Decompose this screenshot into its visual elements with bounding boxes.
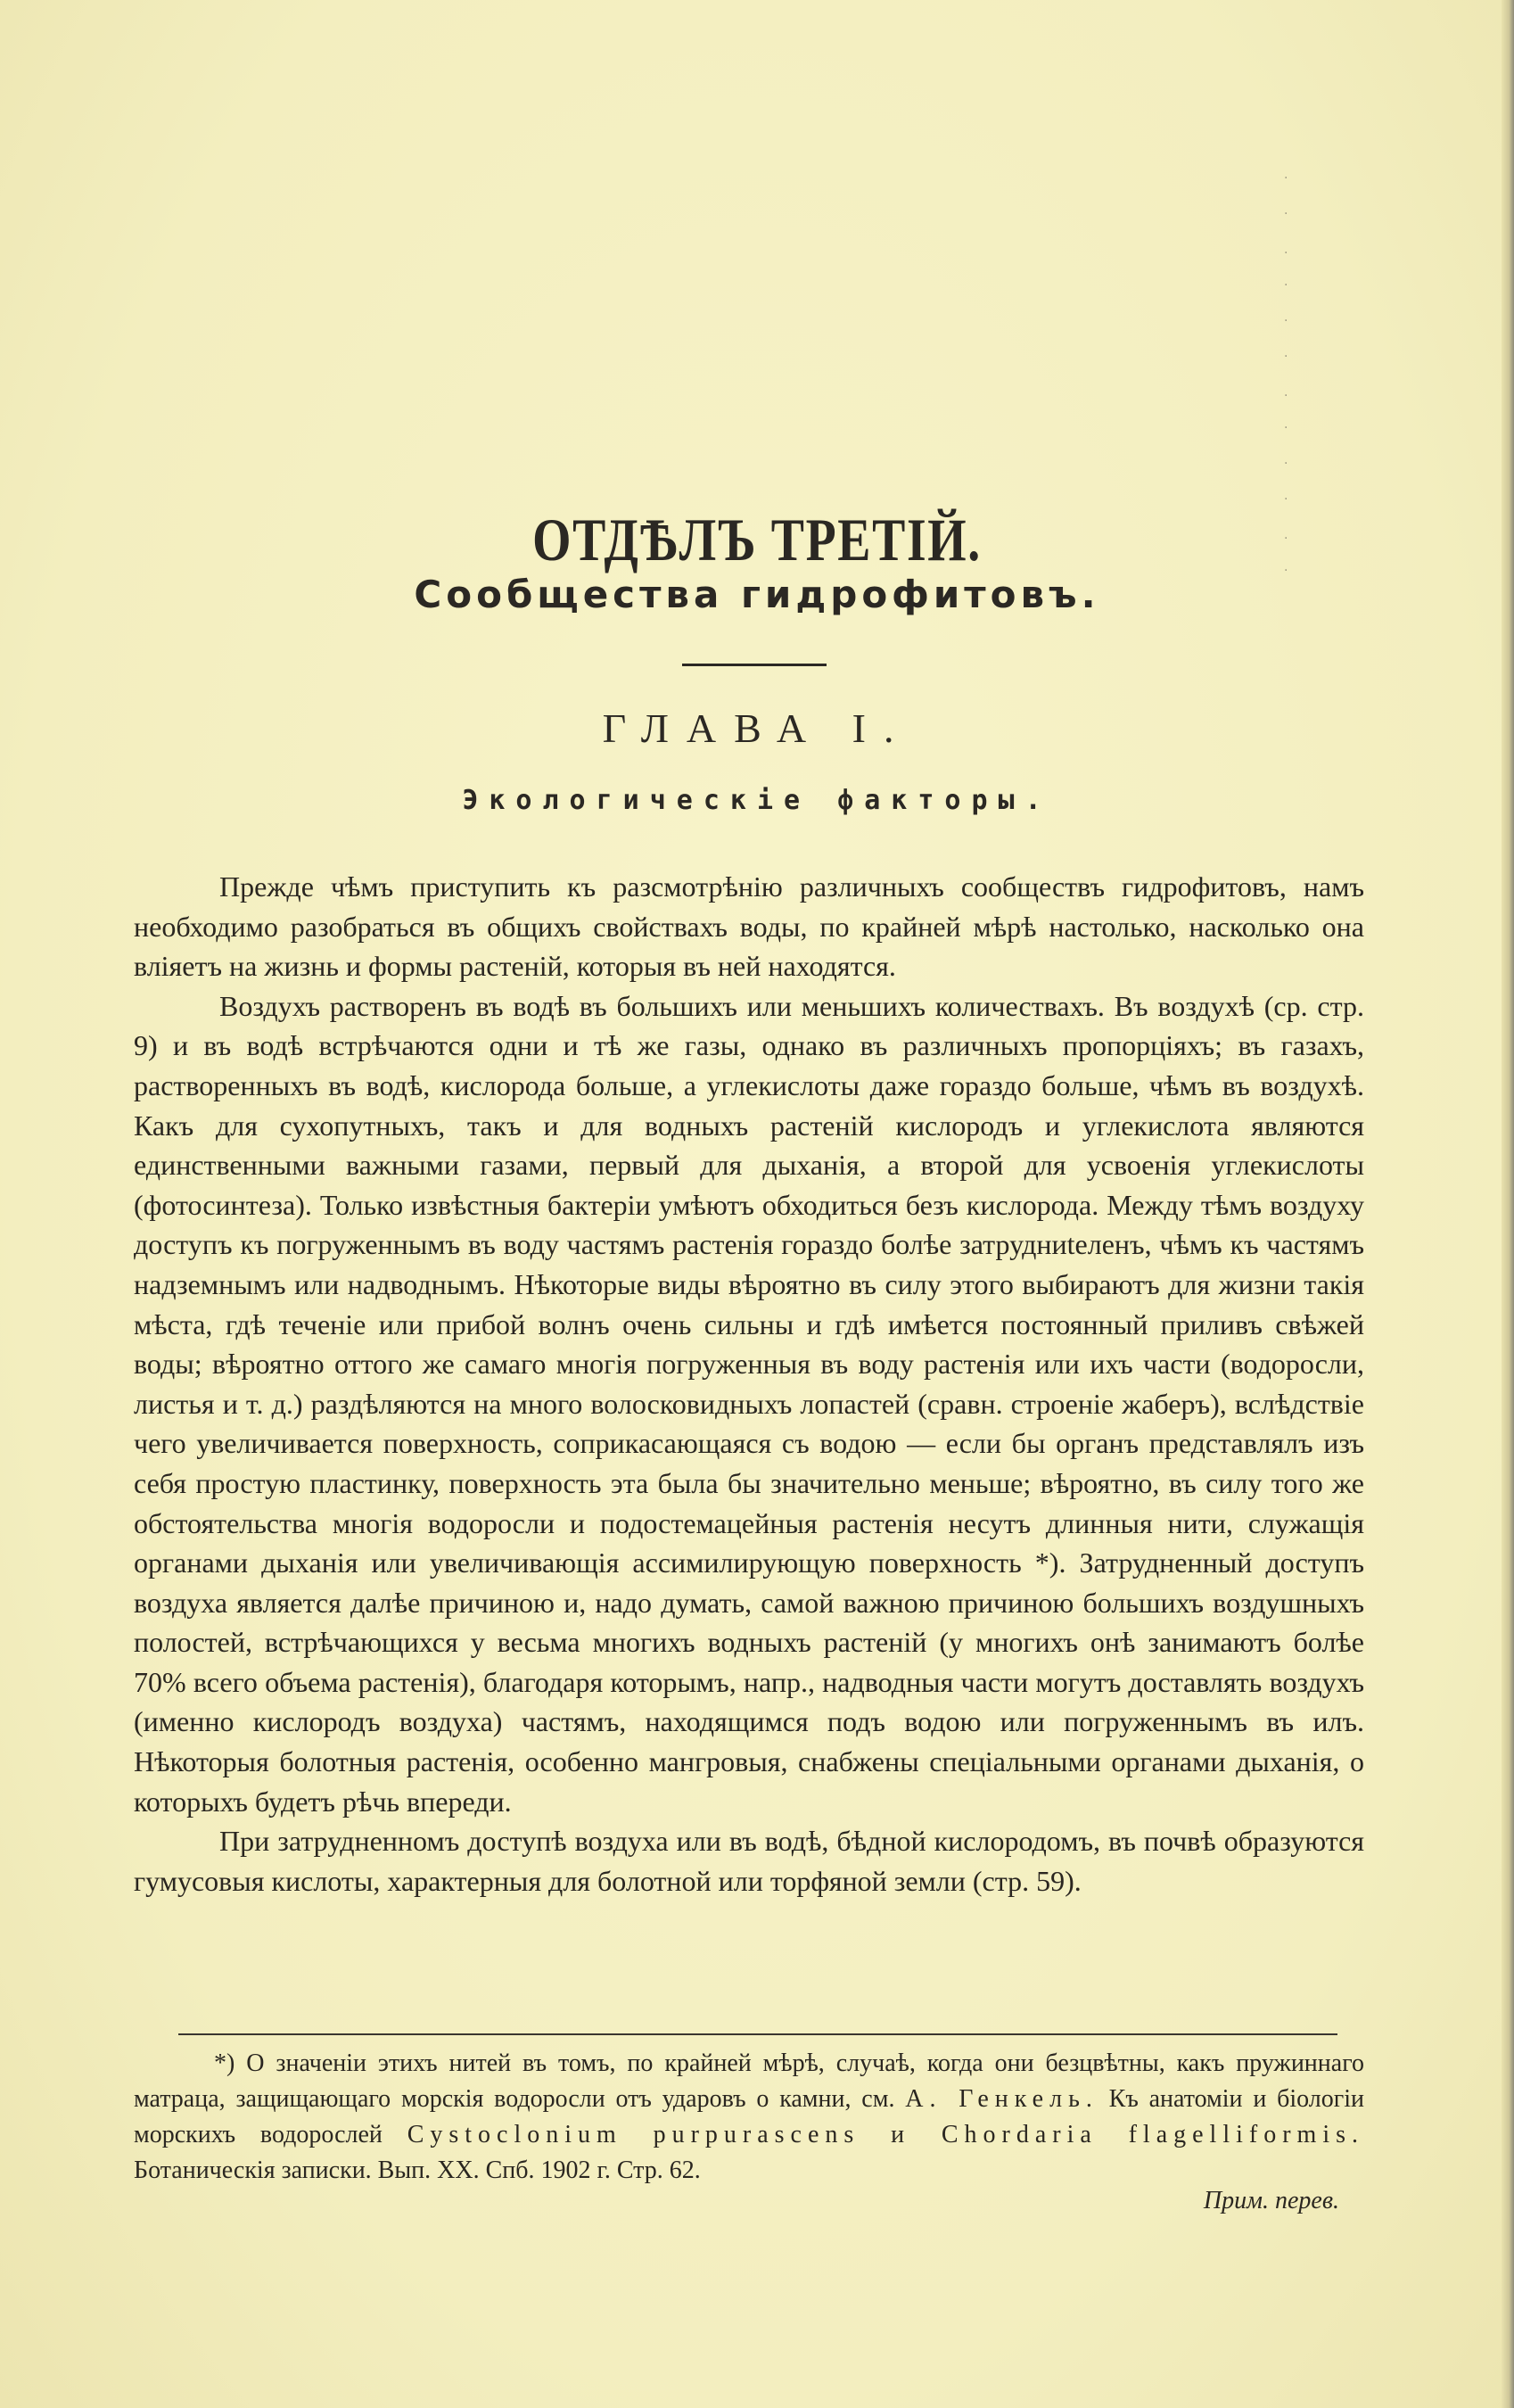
paragraph: При затрудненномъ доступѣ воздуха или въ водѣ, бѣдной кислородомъ, въ почвѣ образуются гумусовыя кислоты, характерныя для болотной или торфяной земли (стр. 59). <box>134 1825 1364 1897</box>
footnote-divider <box>178 2033 1337 2035</box>
footnote-text <box>134 2046 1364 2189</box>
paragraph: Прежде чѣмъ приступить къ разсмотрѣнію различныхъ сообществъ гидрофитовъ, намъ необходимо разобраться въ общихъ свойствахъ воды, по крайней мѣрѣ настолько, насколько она вліяетъ на жизнь и формы растеній, которыя въ ней находятся. <box>134 870 1364 983</box>
paragraph: Воздухъ растворенъ въ водѣ въ большихъ или меньшихъ количествахъ. Въ воздухѣ (ср. стр. 9) и въ водѣ встрѣчаются одни и тѣ же газы, однако въ различныхъ пропорціяхъ; въ газахъ, растворенныхъ въ водѣ, кислорода больше, а углекислоты даже гораздо больше, чѣмъ въ воздухѣ. Какъ для сухопутныхъ, такъ и для водныхъ растеній кислородъ и углекислота являются единственными важными газами, первый для дыханія, а второй для усвоенія углекислоты (фотосинтеза). Только извѣстныя бактеріи умѣютъ обходиться безъ кислорода. Между тѣмъ воздуху доступъ къ погруженнымъ въ воду частямъ растенія гораздо болѣе затрудниteленъ, чѣмъ къ частямъ надземнымъ или надводнымъ. Нѣкоторые виды вѣроятно въ силу этого выбираютъ для жизни такія мѣста, гдѣ теченіе или прибой волнъ очень сильны и гдѣ имѣется постоянный приливъ свѣжей воды; вѣроятно оттого же самаго многія погруженныя въ воду растенія или ихъ части (водоросли, листья и т. д.) раздѣляются на много волосковидныхъ лопастей (сравн. строеніе жаберъ), вслѣдствіе чего увеличивается поверхность, соприкасающаяся съ водою — если бы органъ представлялъ изъ себя простую пластинку, поверхность эта была бы значительно меньше; вѣроятно, въ силу того же обстоятельства многія водоросли и подостемацейныя растенія несутъ длинныя нити, служащія органами дыханія или увеличивающія ассимилирующую поверхность *). Затрудненный доступъ воздуха является далѣе причиною и, надо думать, самой важною причиною большихъ воздушныхъ полостей, встрѣчающихся у весьма многихъ водныхъ растеній (у многихъ онѣ занимаютъ болѣе 70% всего объема растенія), благодаря которымъ, напр., надводныя части могутъ доставлять воздухъ (именно кислородъ воздуха) частямъ, находящимся подъ водою или погруженнымъ въ илъ. Нѣкоторыя болотныя растенія, особенно мангровыя, снабжены спеціальными органами дыханія, о которыхъ будетъ рѣчь впереди. <box>134 989 1364 1818</box>
footnote-species: Cystoclonium purpurascens и Chordaria flagelliformis. <box>407 2121 1364 2148</box>
margin-marks: · · . · · · . · · · . · <box>1284 171 1288 578</box>
chapter-subtitle: Экологическіе факторы. <box>462 785 1052 816</box>
title-divider <box>682 664 827 666</box>
footnote-author: А. Генкель. <box>905 2085 1098 2113</box>
footnote-text-part: Ботаническія записки. Вып. XX. Спб. 1902 г. Стр. 62. <box>134 2156 701 2184</box>
section-subtitle: Сообщества гидрофитовъ. <box>414 573 1100 616</box>
footnote-text-part: *) О значеніи этихъ нитей въ томъ, по крайней мѣрѣ, случаѣ, когда они безцвѣтны, какъ пружиннаго матраца, защищающаго морскія водоросли отъ ударовъ о камни, см. <box>134 2049 1364 2113</box>
footnote <box>134 2046 1364 2189</box>
chapter-title: ГЛАВА I. <box>602 705 912 751</box>
translator-note: Прим. перев. <box>1203 2187 1339 2214</box>
section-title: ОТДѢЛЪ ТРЕТІЙ. <box>532 505 982 573</box>
body-text <box>134 867 1364 1901</box>
page-edge <box>1502 0 1514 2408</box>
footnote-text-part: Къ анатоміи и біологіи морскихъ водорослей <box>134 2085 1365 2148</box>
